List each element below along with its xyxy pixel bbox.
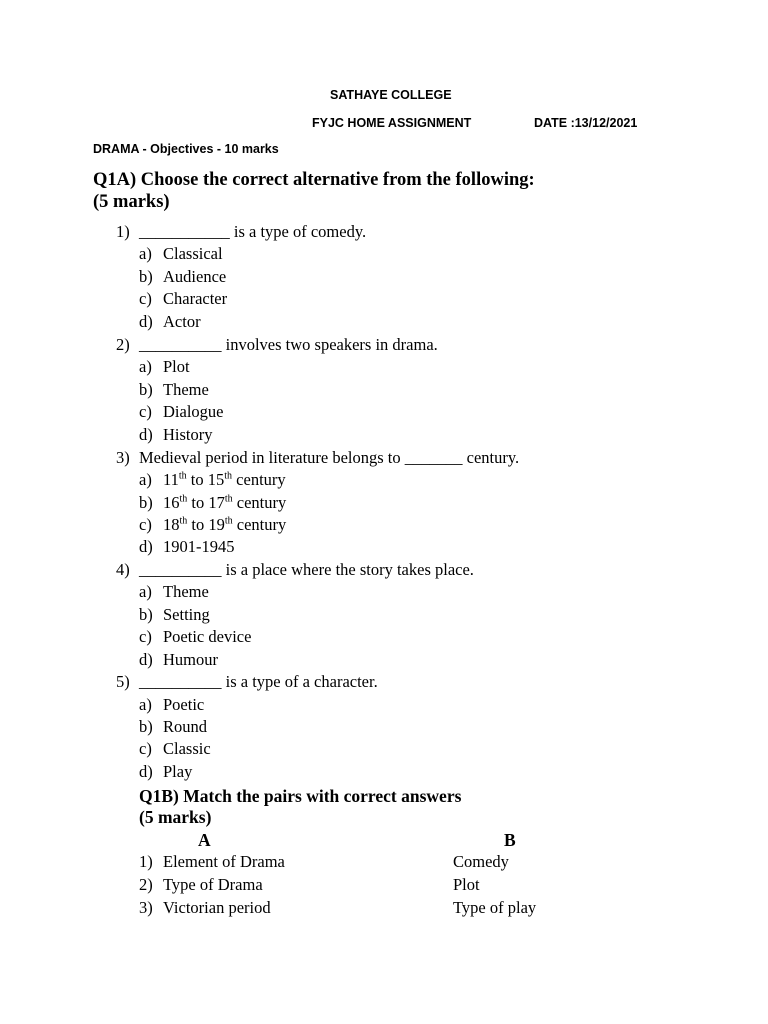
assignment-date: DATE :13/12/2021	[534, 116, 638, 130]
option-letter: c)	[139, 627, 152, 646]
option-text: Classical	[163, 244, 223, 263]
option-text: Actor	[163, 312, 201, 331]
option-text: Dialogue	[163, 402, 224, 421]
assignment-title: FYJC HOME ASSIGNMENT	[312, 116, 472, 130]
question-text: Medieval period in literature belongs to _______ century.	[139, 448, 520, 467]
option-text: Theme	[163, 582, 209, 601]
option-text: Theme	[163, 380, 209, 399]
option-text: Poetic device	[163, 627, 252, 646]
option-letter: d)	[139, 762, 153, 781]
pair-number: 3)	[139, 898, 153, 917]
option-letter: a)	[139, 244, 152, 263]
subject-line: DRAMA - Objectives - 10 marks	[93, 142, 279, 156]
option-letter: d)	[139, 312, 153, 331]
option-letter: c)	[139, 402, 152, 421]
question-number: 2)	[116, 335, 130, 354]
pair-number: 1)	[139, 852, 153, 871]
pair-a-text: Victorian period	[163, 898, 271, 917]
option-text: Audience	[163, 267, 227, 286]
option-letter: d)	[139, 537, 153, 556]
q1a-marks: (5 marks)	[93, 192, 170, 212]
college-name: SATHAYE COLLEGE	[330, 88, 452, 102]
pair-number: 2)	[139, 875, 153, 894]
option-text: 16th to 17th century	[163, 493, 287, 512]
option-letter: b)	[139, 493, 153, 512]
column-a-header: A	[198, 830, 211, 850]
q1a-heading: Q1A) Choose the correct alternative from the following:	[93, 170, 535, 190]
option-letter: c)	[139, 289, 152, 308]
pair-a-text: Type of Drama	[163, 875, 263, 894]
option-text: 1901-1945	[163, 537, 235, 556]
question-text: __________ is a type of a character.	[139, 672, 378, 691]
option-letter: a)	[139, 582, 152, 601]
option-text: Round	[163, 717, 208, 736]
option-letter: a)	[139, 695, 152, 714]
option-letter: c)	[139, 739, 152, 758]
option-text: Poetic	[163, 695, 205, 714]
option-text: Play	[163, 762, 193, 781]
pair-b-text: Comedy	[453, 852, 509, 871]
option-text: Setting	[163, 605, 210, 624]
question-number: 1)	[116, 222, 130, 241]
option-text: Plot	[163, 357, 190, 376]
option-letter: a)	[139, 357, 152, 376]
option-letter: a)	[139, 470, 152, 489]
option-letter: c)	[139, 515, 152, 534]
pair-b-text: Type of play	[453, 898, 537, 917]
pair-a-text: Element of Drama	[163, 852, 285, 871]
option-letter: b)	[139, 380, 153, 399]
option-text: 18th to 19th century	[163, 515, 287, 534]
option-text: Classic	[163, 739, 211, 758]
question-text: ___________ is a type of comedy.	[139, 222, 367, 241]
question-number: 5)	[116, 672, 130, 691]
question-text: __________ is a place where the story takes place.	[139, 560, 474, 579]
option-letter: b)	[139, 717, 153, 736]
q1b-marks: (5 marks)	[139, 807, 212, 827]
option-letter: b)	[139, 267, 153, 286]
option-text: Character	[163, 289, 228, 308]
column-b-header: B	[504, 830, 516, 850]
question-number: 4)	[116, 560, 130, 579]
option-text: Humour	[163, 650, 218, 669]
option-letter: b)	[139, 605, 153, 624]
question-number: 3)	[116, 448, 130, 467]
q1b-heading: Q1B) Match the pairs with correct answers	[139, 786, 462, 806]
option-letter: d)	[139, 650, 153, 669]
pair-b-text: Plot	[453, 875, 480, 894]
option-text: 11th to 15th century	[163, 470, 286, 489]
option-text: History	[163, 425, 213, 444]
question-text: __________ involves two speakers in drama.	[139, 335, 438, 354]
option-letter: d)	[139, 425, 153, 444]
